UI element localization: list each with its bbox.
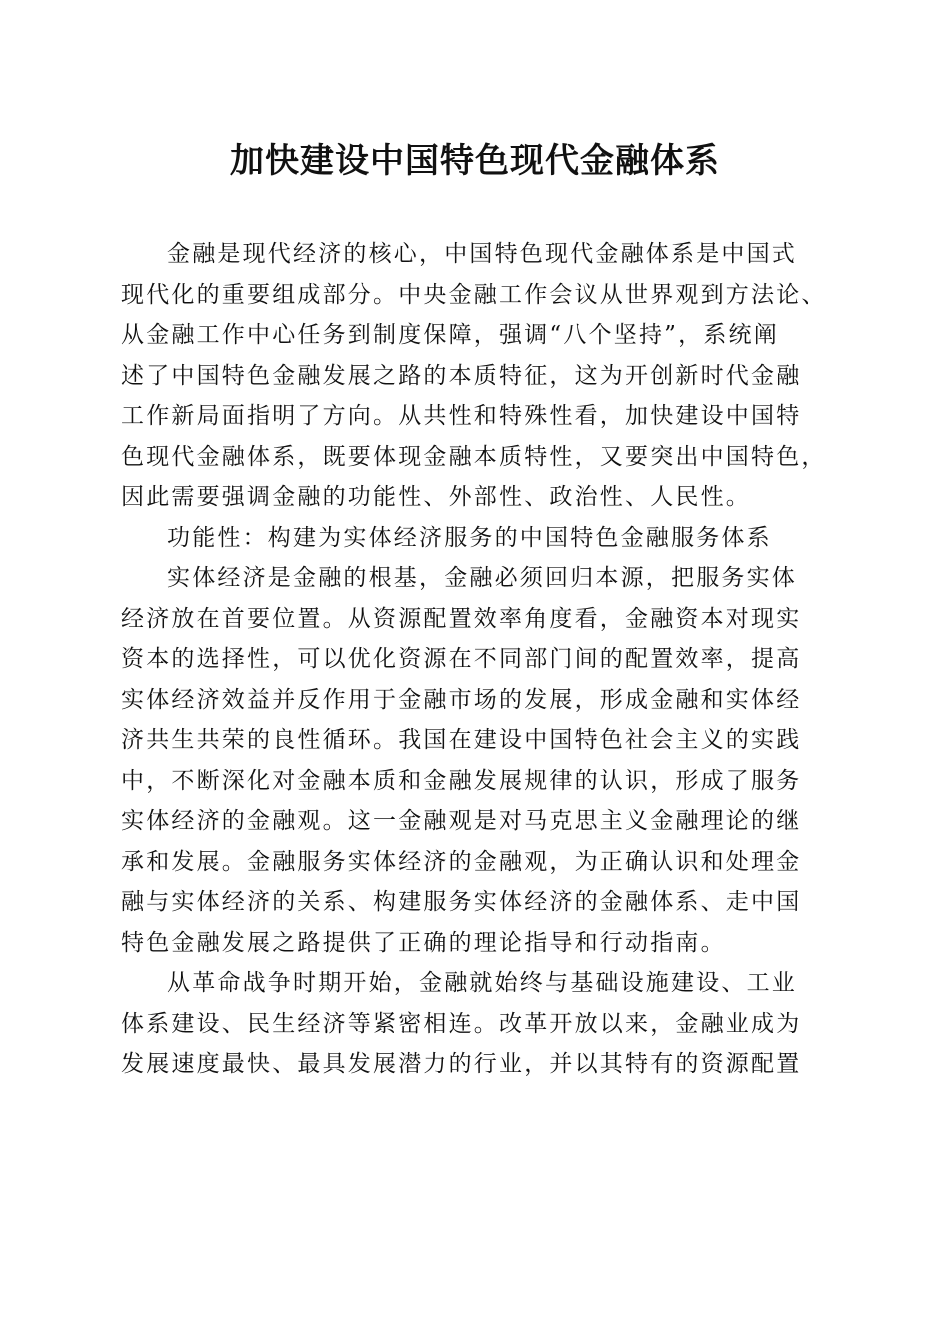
text-line: 中，不断深化对金融本质和金融发展规律的认识，形成了服务 (121, 767, 802, 794)
text-line: 实体经济效益并反作用于金融市场的发展，形成金融和实体经 (121, 686, 802, 713)
text-line: 述了中国特色金融发展之路的本质特征，这为开创新时代金融 (121, 362, 802, 389)
document-title: 加快建设中国特色现代金融体系 (230, 141, 720, 181)
text-line: 功能性：构建为实体经济服务的中国特色金融服务体系 (167, 524, 772, 551)
text-line: 发展速度最快、最具发展潜力的行业，并以其特有的资源配置 (121, 1051, 802, 1077)
text-line: 资本的选择性，可以优化资源在不同部门间的配置效率，提高 (121, 646, 802, 672)
text-line: 从革命战争时期开始，金融就始终与基础设施建设、工业 (167, 970, 797, 996)
text-line: 从金融工作中心任务到制度保障，强调“八个坚持”，系统阐 (121, 322, 779, 348)
text-line: 体系建设、民生经济等紧密相连。改革开放以来，金融业成为 (121, 1010, 802, 1037)
text-line: 融与实体经济的关系、构建服务实体经济的金融体系、走中国 (121, 889, 802, 915)
section-heading-functionality (121, 518, 829, 559)
text-line: 实体经济的金融观。这一金融观是对马克思主义金融理论的继 (121, 808, 802, 834)
text-line: 经济放在首要位置。从资源配置效率角度看，金融资本对现实 (121, 605, 802, 632)
paragraph-real-economy (121, 558, 829, 963)
text-line: 色现代金融体系，既要体现金融本质特性，又要突出中国特色， (121, 443, 827, 470)
text-line: 实体经济是金融的根基，金融必须回归本源，把服务实体 (167, 565, 797, 591)
text-line: 特色金融发展之路提供了正确的理论指导和行动指南。 (121, 929, 726, 956)
text-line: 金融是现代经济的核心，中国特色现代金融体系是中国式 (167, 241, 797, 267)
text-line: 济共生共荣的良性循环。我国在建设中国特色社会主义的实践 (121, 727, 802, 753)
paragraph-history (121, 963, 829, 1085)
text-line: 承和发展。金融服务实体经济的金融观，为正确认识和处理金 (121, 848, 802, 875)
document-body (121, 234, 829, 1085)
paragraph-intro (121, 234, 829, 518)
text-line: 因此需要强调金融的功能性、外部性、政治性、人民性。 (121, 484, 751, 510)
text-line: 现代化的重要组成部分。中央金融工作会议从世界观到方法论、 (121, 281, 827, 308)
text-line: 工作新局面指明了方向。从共性和特殊性看，加快建设中国特 (121, 403, 802, 429)
